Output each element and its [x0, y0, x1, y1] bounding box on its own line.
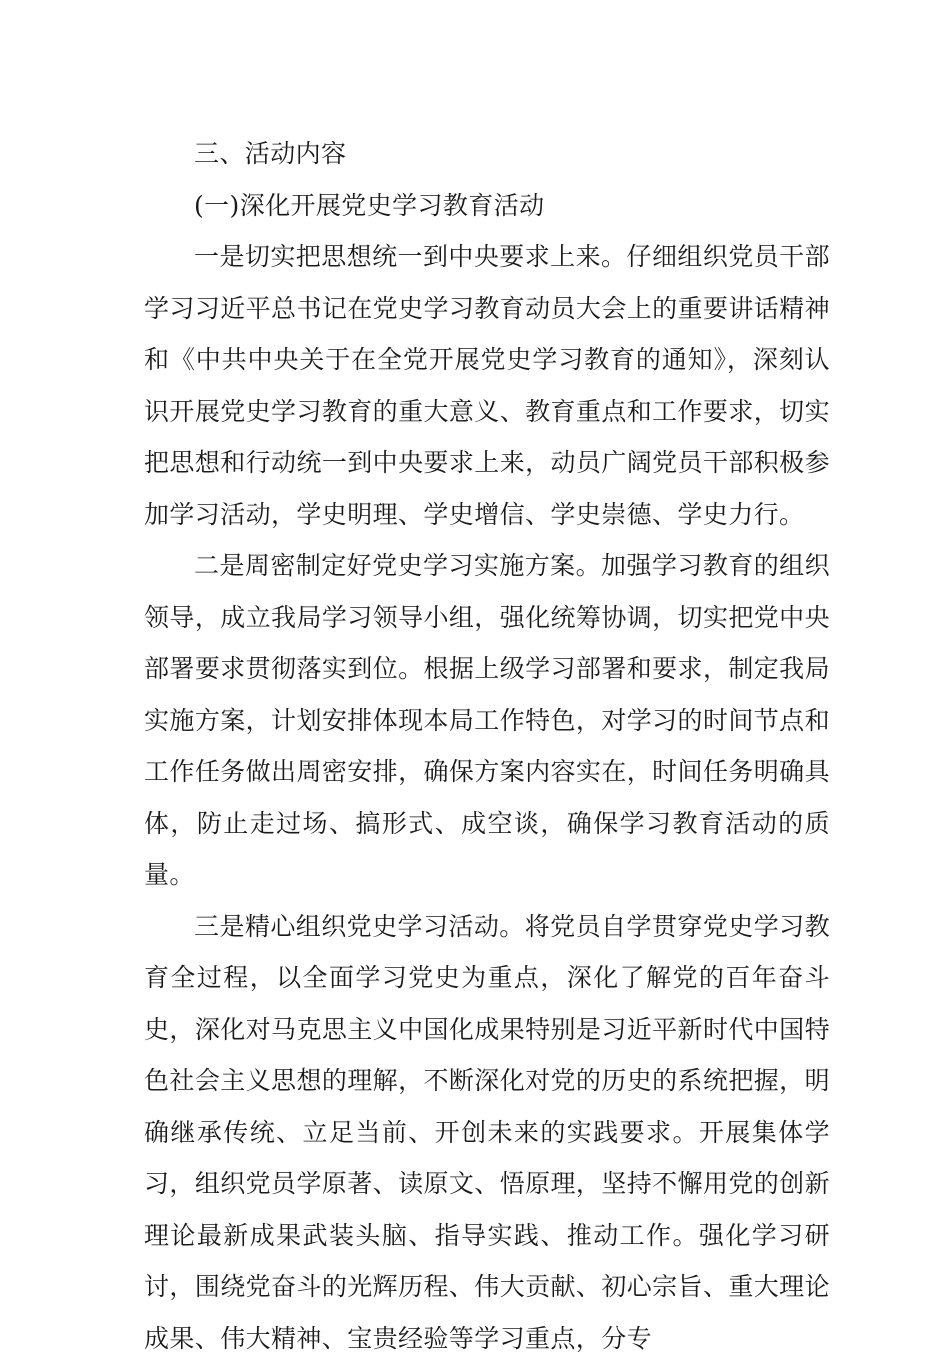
- paragraph-1: 一是切实把思想统一到中央要求上来。仔细组织党员干部学习习近平总书记在党史学习教育动员大会上的重要讲话精神和《中共中央关于在全党开展党史学习教育的通知》，深刻认识开展党史学习教育的重大意义、教育重点和工作要求，切实把思想和行动统一到中央要求上来，动员广阔党员干部积极参加学习活动，学史明理、学史增信、学史崇德、学史力行。: [144, 231, 830, 540]
- section-heading: 三、活动内容: [144, 128, 830, 180]
- document-body: [144, 128, 830, 1364]
- subsection-heading: (一)深化开展党史学习教育活动: [144, 180, 830, 232]
- paragraph-2: 二是周密制定好党史学习实施方案。加强学习教育的组织领导，成立我局学习领导小组，强化统筹协调，切实把党中央部署要求贯彻落实到位。根据上级学习部署和要求，制定我局实施方案，计划安排体现本局工作特色，对学习的时间节点和工作任务做出周密安排，确保方案内容实在，时间任务明确具体，防止走过场、搞形式、成空谈，确保学习教育活动的质量。: [144, 540, 830, 901]
- paragraph-3: 三是精心组织党史学习活动。将党员自学贯穿党史学习教育全过程，以全面学习党史为重点，深化了解党的百年奋斗史，深化对马克思主义中国化成果特别是习近平新时代中国特色社会主义思想的理解，不断深化对党的历史的系统把握，明确继承传统、立足当前、开创未来的实践要求。开展集体学习，组织党员学原著、读原文、悟原理，坚持不懈用党的创新理论最新成果武装头脑、指导实践、推动工作。强化学习研讨，围绕党奋斗的光辉历程、伟大贡献、初心宗旨、重大理论成果、伟大精神、宝贵经验等学习重点，分专: [144, 901, 830, 1364]
